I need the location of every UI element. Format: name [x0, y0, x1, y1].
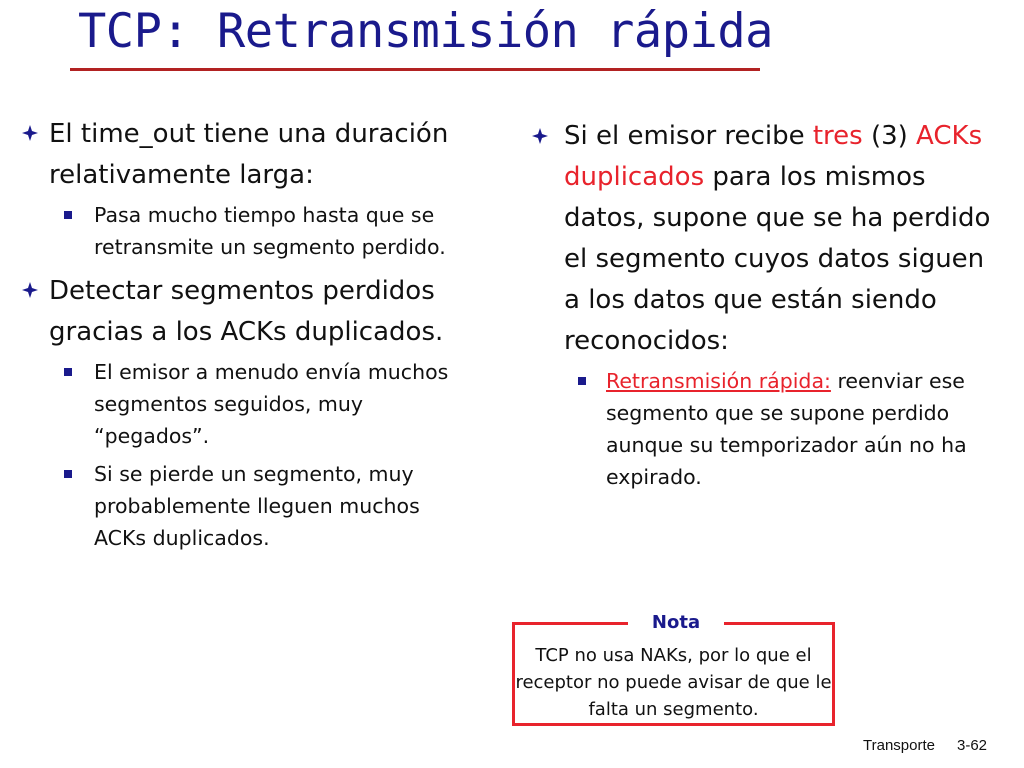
note-text: TCP no usa NAKs, por lo que el receptor no puede avisar de que le falta un segmento.: [515, 645, 832, 720]
bullet-text-part: para los mismos datos, supone que se ha perdido el segmento cuyos datos siguen a los datos que están siendo reconocidos:: [564, 162, 991, 356]
sub-bullet-item: [524, 365, 994, 493]
sub-bullet-text: Si se pierde un segmento, muy probablemente lleguen muchos ACKs duplicados.: [94, 462, 420, 550]
sub-bullet-item: [22, 458, 462, 554]
square-bullet-icon: [64, 211, 72, 219]
bullet-text: Detectar segmentos perdidos gracias a los ACKs duplicados.: [49, 276, 444, 347]
bullet-text-part: (3): [862, 121, 917, 151]
bullet-item: [22, 271, 462, 353]
sub-bullet-text: Pasa mucho tiempo hasta que se retransmite un segmento perdido.: [94, 203, 446, 259]
bullet-item: [22, 114, 462, 196]
footer-section: Transporte: [863, 737, 935, 754]
square-bullet-icon: [64, 470, 72, 478]
bullet-text-part: Si el emisor recibe: [564, 121, 813, 151]
diamond-bullet-icon: [22, 282, 38, 298]
bullet-text: El time_out tiene una duración relativamente larga:: [49, 119, 449, 190]
diamond-bullet-icon: [532, 128, 548, 144]
right-column: [524, 116, 994, 493]
sub-bullet-text: reenviar ese segmento que se supone perdido aunque su temporizador aún no ha expirado.: [606, 369, 967, 489]
sub-bullet-item: [22, 199, 462, 263]
sub-bullet-text: El emisor a menudo envía muchos segmentos seguidos, muy “pegados”.: [94, 360, 449, 448]
slide-footer: [863, 737, 987, 754]
bullet-item: [524, 116, 994, 362]
slide-title: TCP: Retransmisión rápida: [78, 4, 773, 59]
fast-retransmit-label: Retransmisión rápida:: [606, 369, 831, 393]
diamond-bullet-icon: [22, 125, 38, 141]
left-column: [22, 114, 462, 554]
square-bullet-icon: [578, 377, 586, 385]
note-heading: Nota: [628, 610, 724, 636]
highlight-tres: tres: [812, 121, 863, 151]
square-bullet-icon: [64, 368, 72, 376]
footer-page-number: 3-62: [956, 737, 988, 754]
sub-bullet-item: [22, 356, 462, 452]
highlight-acks-duplicados: ACKs duplicados: [564, 121, 983, 192]
title-underline: [70, 68, 760, 71]
